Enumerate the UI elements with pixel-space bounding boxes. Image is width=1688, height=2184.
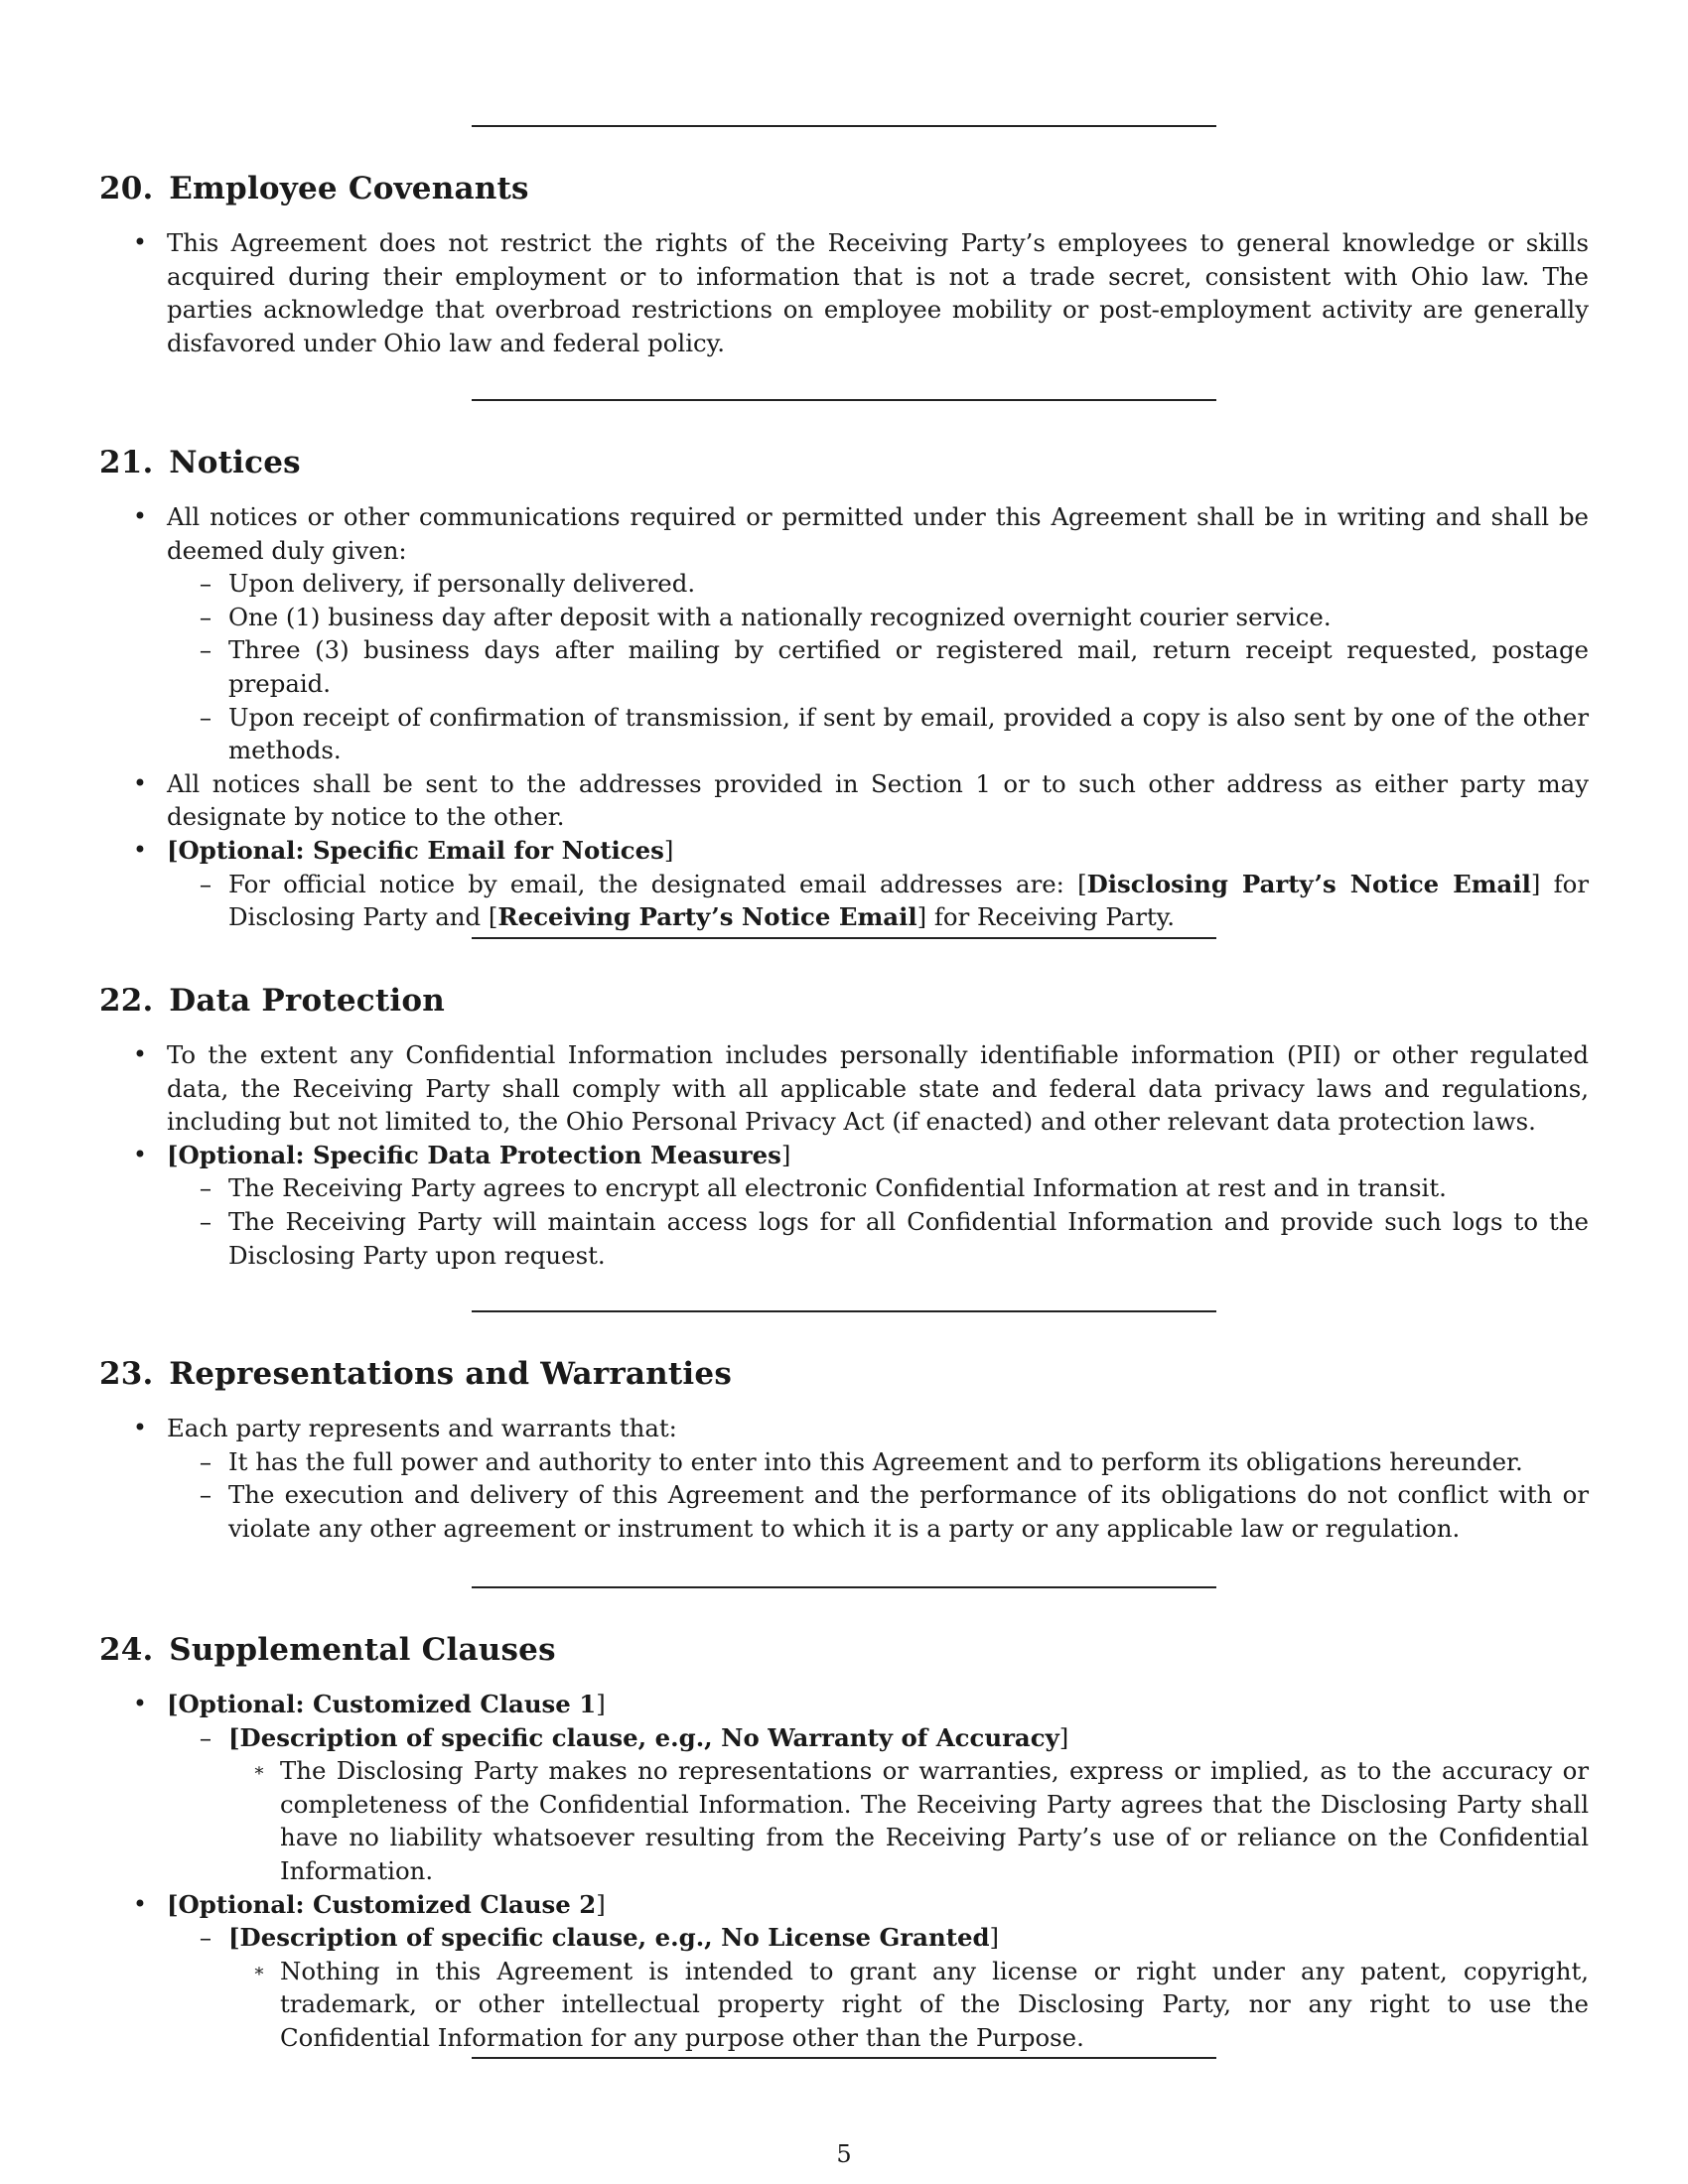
bracket-text: ]	[596, 1889, 606, 1919]
clause-description: Description of specific clause, e.g., No License Granted	[239, 1923, 990, 1953]
paragraph-text: The execution and delivery of this Agreement and the performance of its obligations do not conflict with or violate any other agreement or instrument to which it is a party or any applicable law or regulation.	[228, 1480, 1589, 1543]
section-21-body	[99, 500, 1589, 934]
sub-list-item	[99, 1478, 1589, 1545]
list-item	[99, 834, 1589, 868]
sub-list-item	[99, 868, 1589, 934]
sub-sub-list-item	[99, 1955, 1589, 2055]
sub-list-item	[99, 1205, 1589, 1272]
section-23-heading: 23. Representations and Warranties	[99, 1356, 732, 1392]
bullet-marker: •	[132, 1414, 148, 1441]
paragraph-text: The Receiving Party agrees to encrypt all electronic Confidential Information at rest and in transit.	[228, 1173, 1447, 1203]
section-22-heading: 22. Data Protection	[99, 983, 445, 1019]
optional-label: Optional: Customized Clause 1	[178, 1690, 597, 1718]
bracket-text: [	[228, 1722, 240, 1752]
paragraph-text: This Agreement does not restrict the rights of the Receiving Party’s employees to general knowledge or skills acquired during their employment or to information that is not a trade secret, consistent with Ohio law. The parties acknowledge that overbroad restrictions on employee mobility or post-employment activity are generally disfavored under Ohio law and federal policy.	[167, 228, 1589, 357]
section-divider	[472, 937, 1216, 939]
sub-list-item	[99, 1171, 1589, 1205]
optional-label: Optional: Specific Email for Notices	[178, 835, 664, 865]
dash-marker: –	[199, 1206, 212, 1236]
optional-label: Optional: Customized Clause 2	[178, 1889, 597, 1919]
sub-list-item	[99, 567, 1589, 601]
paragraph-text: All notices shall be sent to the addresses provided in Section 1 or to such other address as either party may designate by notice to the other.	[167, 768, 1589, 832]
paragraph-text: Upon delivery, if personally delivered.	[228, 569, 696, 599]
section-22-body	[99, 1038, 1589, 1272]
sub-list-item	[99, 1721, 1589, 1755]
list-item	[99, 500, 1589, 567]
paragraph-text: It has the full power and authority to enter into this Agreement and to perform its obligations hereunder.	[228, 1446, 1523, 1476]
asterisk-marker: ∗	[252, 1760, 266, 1782]
section-divider	[472, 399, 1216, 401]
list-item	[99, 1038, 1589, 1139]
bracket-text: ]	[989, 1923, 1000, 1953]
paragraph-text: Three (3) business days after mailing by certified or registered mail, return receipt requested, postage prepaid.	[228, 635, 1589, 698]
list-item	[99, 1412, 1589, 1445]
dash-marker: –	[199, 569, 212, 599]
dash-marker: –	[199, 702, 212, 732]
dash-marker: –	[199, 602, 212, 631]
bullet-marker: •	[132, 1140, 148, 1168]
bullet-marker: •	[132, 835, 148, 864]
bullet-marker: •	[132, 1690, 148, 1717]
section-23-body	[99, 1412, 1589, 1545]
bracket-text: [	[167, 1889, 179, 1919]
list-item	[99, 767, 1589, 834]
bullet-marker: •	[132, 768, 148, 797]
dash-marker: –	[199, 869, 212, 898]
paragraph-text: ] for Receiving Party.	[916, 902, 1175, 932]
paragraph-text: For official notice by email, the designated email addresses are: [	[228, 869, 1087, 898]
dash-marker: –	[199, 1173, 212, 1203]
bracket-text: [	[167, 835, 179, 865]
paragraph-text: To the extent any Confidential Information includes personally identifiable information (PII) or other regulated data, the Receiving Party shall comply with all applicable state and federal data privacy laws and regulations, including but not limited to, the Ohio Personal Privacy Act (if enacted) and other relevant data protection laws.	[167, 1040, 1589, 1137]
bracket-text: ]	[663, 835, 674, 865]
clause-description: Description of specific clause, e.g., No Warranty of Accuracy	[239, 1722, 1059, 1752]
bullet-marker: •	[132, 502, 148, 530]
list-item	[99, 1688, 1589, 1721]
section-divider	[472, 2057, 1216, 2059]
section-21-heading: 21. Notices	[99, 445, 301, 480]
section-divider	[472, 125, 1216, 127]
sub-list-item	[99, 701, 1589, 767]
sub-list-item	[99, 1445, 1589, 1479]
sub-list-item	[99, 601, 1589, 634]
bullet-marker: •	[132, 1889, 148, 1918]
bracket-text: ]	[780, 1140, 791, 1169]
section-24-body	[99, 1688, 1589, 2055]
asterisk-marker: ∗	[252, 1960, 266, 1981]
dash-marker: –	[199, 1446, 212, 1476]
dash-marker: –	[199, 1722, 212, 1752]
bullet-marker: •	[132, 228, 148, 256]
bracket-text: ]	[1058, 1722, 1069, 1752]
placeholder-field: Receiving Party’s Notice Email	[497, 902, 917, 932]
section-24-heading: 24. Supplemental Clauses	[99, 1632, 556, 1668]
dash-marker: –	[199, 635, 212, 665]
list-item	[99, 1139, 1589, 1172]
optional-label: Optional: Specific Data Protection Measures	[178, 1140, 781, 1169]
sub-list-item	[99, 1921, 1589, 1955]
section-20-body	[99, 226, 1589, 359]
paragraph-text: All notices or other communications required or permitted under this Agreement shall be in writing and shall be deemed duly given:	[167, 502, 1589, 565]
dash-marker: –	[199, 1480, 212, 1510]
list-item	[99, 1888, 1589, 1922]
bullet-marker: •	[132, 1040, 148, 1068]
sub-list-item	[99, 633, 1589, 700]
bracket-text: ]	[596, 1690, 606, 1718]
paragraph-text: One (1) business day after deposit with a nationally recognized overnight courier service.	[228, 602, 1332, 631]
section-20-heading: 20. Employee Covenants	[99, 171, 529, 206]
paragraph-text: The Disclosing Party makes no representations or warranties, express or implied, as to the accuracy or completeness of the Confidential Information. The Receiving Party agrees that the Disclosing Party shall have no liability whatsoever resulting from the Receiving Party’s use of or reliance on the Confidential Information.	[280, 1756, 1589, 1885]
page-number: 5	[836, 2140, 852, 2168]
paragraph-text: Each party represents and warrants that:	[167, 1414, 677, 1442]
placeholder-field: Disclosing Party’s Notice Email	[1086, 869, 1531, 898]
dash-marker: –	[199, 1923, 212, 1953]
bracket-text: [	[167, 1140, 179, 1169]
bracket-text: [	[167, 1690, 179, 1718]
paragraph-text: The Receiving Party will maintain access logs for all Confidential Information and provide such logs to the Disclosing Party upon request.	[228, 1206, 1589, 1270]
paragraph-text: Upon receipt of confirmation of transmission, if sent by email, provided a copy is also sent by one of the other methods.	[228, 702, 1589, 765]
section-divider	[472, 1310, 1216, 1312]
list-item	[99, 226, 1589, 359]
paragraph-text: ] for Disclosing Party and [	[228, 869, 1589, 932]
section-divider	[472, 1586, 1216, 1588]
paragraph-text: Nothing in this Agreement is intended to grant any license or right under any patent, copyright, trademark, or other intellectual property right of the Disclosing Party, nor any right to use the Confidential Information for any purpose other than the Purpose.	[280, 1956, 1589, 2052]
sub-sub-list-item	[99, 1754, 1589, 1887]
bracket-text: [	[228, 1923, 240, 1953]
